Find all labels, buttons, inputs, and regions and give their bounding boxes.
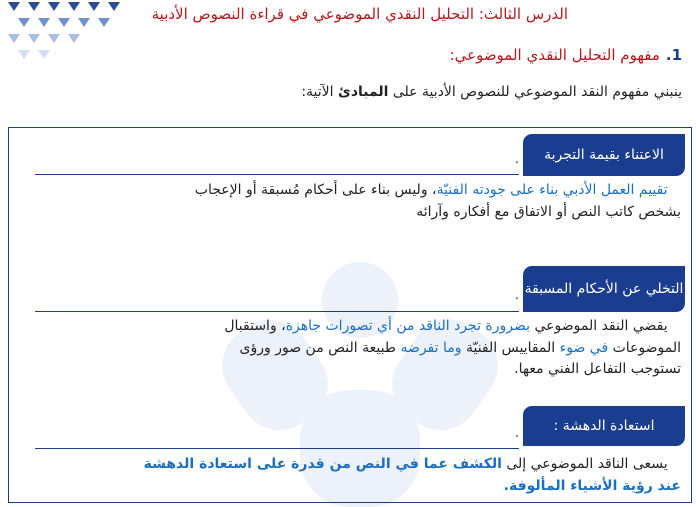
principle-paragraph-1	[21, 180, 681, 223]
principle-paragraph-2	[61, 316, 681, 381]
paragraph-line	[21, 180, 681, 202]
decorative-triangles	[0, 0, 130, 70]
paragraph-line: بشخص كاتب النص أو الاتفاق مع أفكاره وآرائه	[416, 203, 681, 220]
paragraph-text: ، واستقبال	[224, 318, 286, 334]
paragraph-line	[21, 476, 681, 498]
highlight-phrase: وما تفرضه	[400, 339, 462, 356]
section-title: مفهوم التحليل النقدي الموضوعي:	[449, 46, 660, 64]
highlight-phrase: تقييم العمل الأدبي بناء على جودته الفنيّة	[436, 182, 668, 198]
principle-rule-2	[35, 311, 519, 312]
paragraph-text: ، وليس بناء على أحكام مُسبقة أو الإعجاب	[194, 182, 437, 198]
paragraph-text: المقاييس الفنيّة	[461, 339, 560, 356]
principle-tag-2: التخلي عن الأحكام المسبقة	[523, 266, 685, 312]
paragraph-text: يسعى الناقد الموضوعي إلى	[501, 456, 668, 472]
principle-tag-1: الاعتناء بقيمة التجربة	[523, 134, 685, 176]
paragraph-line	[61, 316, 681, 338]
section-heading	[450, 46, 682, 64]
highlight-phrase: عند رؤية الأشياء المألوفة.	[503, 477, 681, 494]
section-number: 1.	[665, 46, 682, 64]
principle-rule-3	[35, 448, 519, 449]
highlight-phrase: في ضوء	[559, 339, 609, 356]
intro-text: ينبني مفهوم النقد الموضوعي للنصوص الأدبية على	[388, 84, 682, 100]
principle-marker-3: .	[514, 426, 519, 441]
intro-bold-word: المبادئ	[337, 84, 389, 100]
principles-frame	[8, 127, 692, 503]
intro-text-end: الآتية:	[301, 84, 338, 100]
paragraph-text: طبيعة النص من صور ورؤى	[239, 339, 401, 356]
highlight-phrase: بضرورة تجرد الناقد من أي تصورات جاهزة	[285, 318, 531, 334]
principle-paragraph-3	[21, 454, 681, 497]
highlight-phrase: الكشف عما في النص من قدرة على استعادة الدهشة	[143, 456, 502, 472]
principle-tag-3: استعادة الدهشة :	[523, 406, 685, 446]
paragraph-line	[61, 338, 681, 360]
paragraph-line	[21, 454, 681, 476]
intro-sentence	[301, 84, 682, 100]
principle-marker-1: .	[514, 152, 519, 167]
principle-marker-2: .	[514, 288, 519, 303]
principle-rule-1	[35, 174, 519, 175]
paragraph-line: تستوجب التفاعل الفني معها.	[514, 361, 681, 378]
paragraph-text: الموضوعات	[608, 339, 681, 356]
paragraph-text: يقضي النقد الموضوعي	[530, 318, 668, 334]
lesson-title: الدرس الثالث: التحليل النقدي الموضوعي في قراءة النصوص الأدبية	[151, 5, 568, 23]
